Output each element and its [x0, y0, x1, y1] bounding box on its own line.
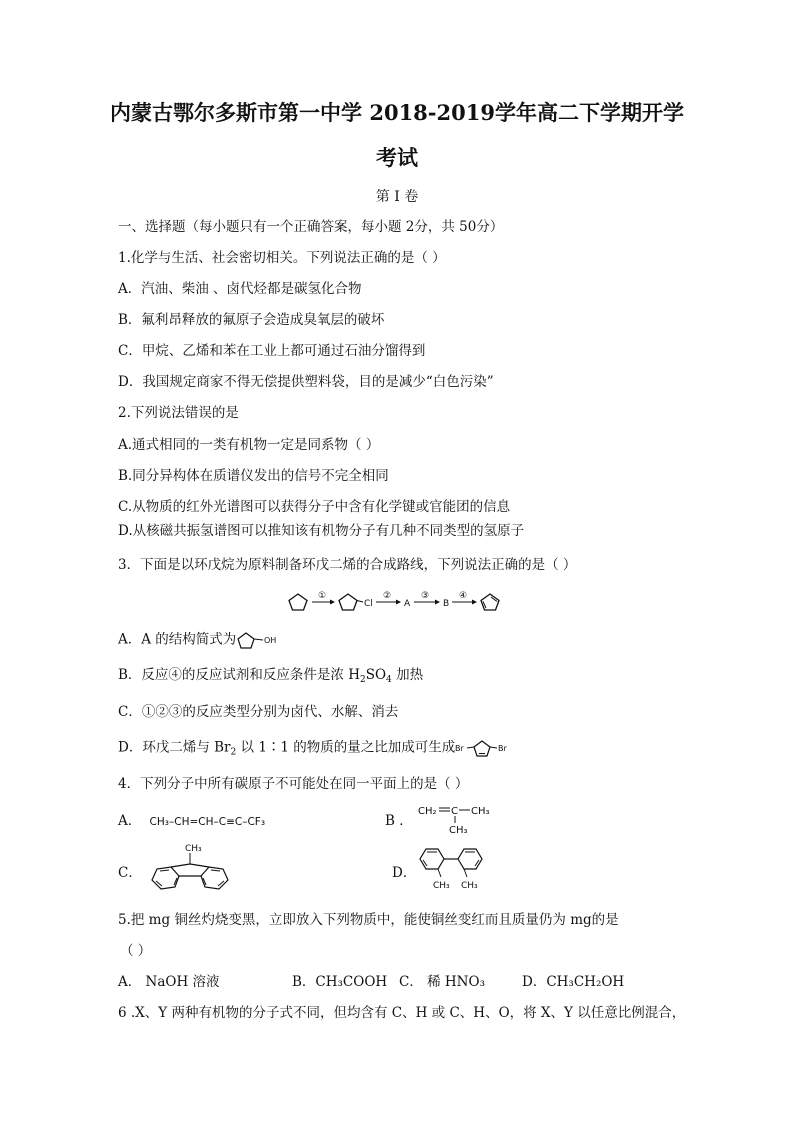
q3-b-text-2: SO [365, 667, 387, 683]
cl-label: Cl [364, 599, 373, 609]
cyclopentanol-structure [236, 630, 286, 650]
q1-option-b: B．氟利昂释放的氟原子会造成臭氧层的破坏 [118, 312, 385, 328]
q5-option-c: C． 稀 HNO₃ [399, 974, 485, 990]
q4-a-label: A． [118, 813, 142, 829]
q1-option-d: D．我国规定商家不得无偿提供塑料袋，目的是减少“白色污染” [118, 374, 494, 390]
q3-b-sub-1: 2 [359, 675, 366, 685]
q4-option-b-label: B ． [385, 813, 413, 829]
q2-option-c: C.从物质的红外光谱图可以获得分子中含有化学键或官能团的信息 [118, 499, 511, 515]
oh-label: OH [264, 636, 277, 645]
q4-option-c-label: C． [118, 865, 142, 881]
q4-option-d-label: D． [392, 865, 417, 881]
q5-option-b: B．CH₃COOH [292, 974, 388, 990]
q3-a-text: A．A 的结构简式为 [118, 631, 237, 648]
br-left-label: Br [455, 744, 465, 753]
q5-option-a: A． NaOH 溶液 [118, 974, 220, 990]
step-3-label: ③ [421, 591, 430, 601]
step-2-label: ② [383, 591, 392, 601]
br-right-label: Br [498, 744, 508, 753]
arrow-1-head [330, 600, 335, 605]
arrow-3-head [435, 600, 440, 605]
q4-option-d-biphenyl-structure [416, 844, 496, 896]
q2-stem: 2.下列说法错误的是 [118, 405, 239, 421]
q4-stem: 4．下列分子中所有碳原子不可能处在同一平面上的是（ ） [118, 776, 469, 792]
q3-d-sub: 2 [230, 747, 237, 758]
q3-d-text-2: 以 1∶1 的物质的量之比加成可生成 [236, 739, 456, 756]
q1-stem: 1.化学与生活、社会密切相关。下列说法正确的是（ ） [118, 250, 446, 266]
title-line-1: 内蒙古鄂尔多斯市第一中学 2018-2019学年高二下学期开学 [110, 100, 684, 125]
q3-option-b [118, 666, 423, 684]
q3-option-d [118, 738, 519, 758]
step-1-label: ① [318, 591, 327, 601]
arrow-2-head [396, 600, 401, 605]
d-ch3-right-label: CH₃ [461, 881, 478, 891]
q1-option-c: C．甲烷、乙烯和苯在工业上都可通过石油分馏得到 [118, 343, 426, 359]
intermediate-b-label: B [443, 599, 450, 609]
q6-stem: 6 .X、Y 两种有机物的分子式不同，但均含有 C、H 或 C、H、O，将 X、Y 以任意比例混合， [118, 1005, 686, 1021]
arrow-4-head [472, 600, 477, 605]
section-heading: 第 Ⅰ 卷 [375, 189, 419, 205]
step-4-label: ④ [459, 591, 468, 601]
b-c-label: C [451, 806, 458, 817]
q3-b-text-3: 加热 [391, 667, 424, 683]
q3-b-sub-2: 4 [386, 675, 392, 685]
d-ch3-left-label: CH₃ [433, 881, 450, 891]
b-ch2-label: CH₂ [418, 806, 437, 817]
title-line-2: 考试 [376, 145, 418, 170]
q2-option-d: D.从核磁共振氢谱图可以推知该有机物分子有几种不同类型的氢原子 [118, 523, 525, 539]
q2-option-a: A.通式相同的一类有机物一定是同系物（ ） [118, 437, 380, 453]
dibromocyclopentene-structure [455, 738, 519, 758]
q3-option-a [118, 630, 286, 650]
q5-answer-paren: （ ） [120, 943, 152, 959]
b-ch3-bottom-label: CH₃ [449, 825, 468, 836]
part-heading: 一、选择题（每小题只有一个正确答案，每小题 2分，共 50分） [118, 219, 504, 235]
cyclopentane-ring [289, 594, 307, 610]
chlorocyclopentane-ring [339, 594, 357, 610]
q3-option-c: C．①②③的反应类型分别为卤代、水解、消去 [118, 704, 399, 720]
q3-synthesis-scheme [280, 588, 520, 614]
q1-option-a: A．汽油、柴油 、卤代烃都是碳氢化合物 [118, 281, 362, 297]
c-ch3-label: CH₃ [185, 844, 202, 854]
q5-stem: 5.把 mg 铜丝灼烧变黑，立即放入下列物质中，能使铜丝变红而且质量仍为 mg的是 [118, 912, 619, 928]
q3-d-text-1: D．环戊二烯与 Br [118, 739, 231, 756]
q2-option-b: B.同分异构体在质谱仪发出的信号不完全相同 [118, 468, 389, 484]
intermediate-a-label: A [404, 599, 411, 609]
q4-a-formula: CH₃–CH=CH–C≡C–CF₃ [149, 816, 266, 828]
q4-option-c-fluorene-structure [146, 840, 234, 896]
q3-b-text-1: B．反应④的反应试剂和反应条件是浓 H [118, 667, 360, 683]
q5-option-d: D．CH₃CH₂OH [522, 974, 625, 990]
b-ch3-right-label: CH₃ [471, 806, 490, 817]
q4-option-b-structure [418, 800, 508, 836]
q3-stem: 3．下面是以环戊烷为原料制备环戊二烯的合成路线，下列说法正确的是（ ） [118, 557, 577, 573]
q4-option-a [118, 812, 265, 831]
c-cl-bond [357, 601, 363, 603]
